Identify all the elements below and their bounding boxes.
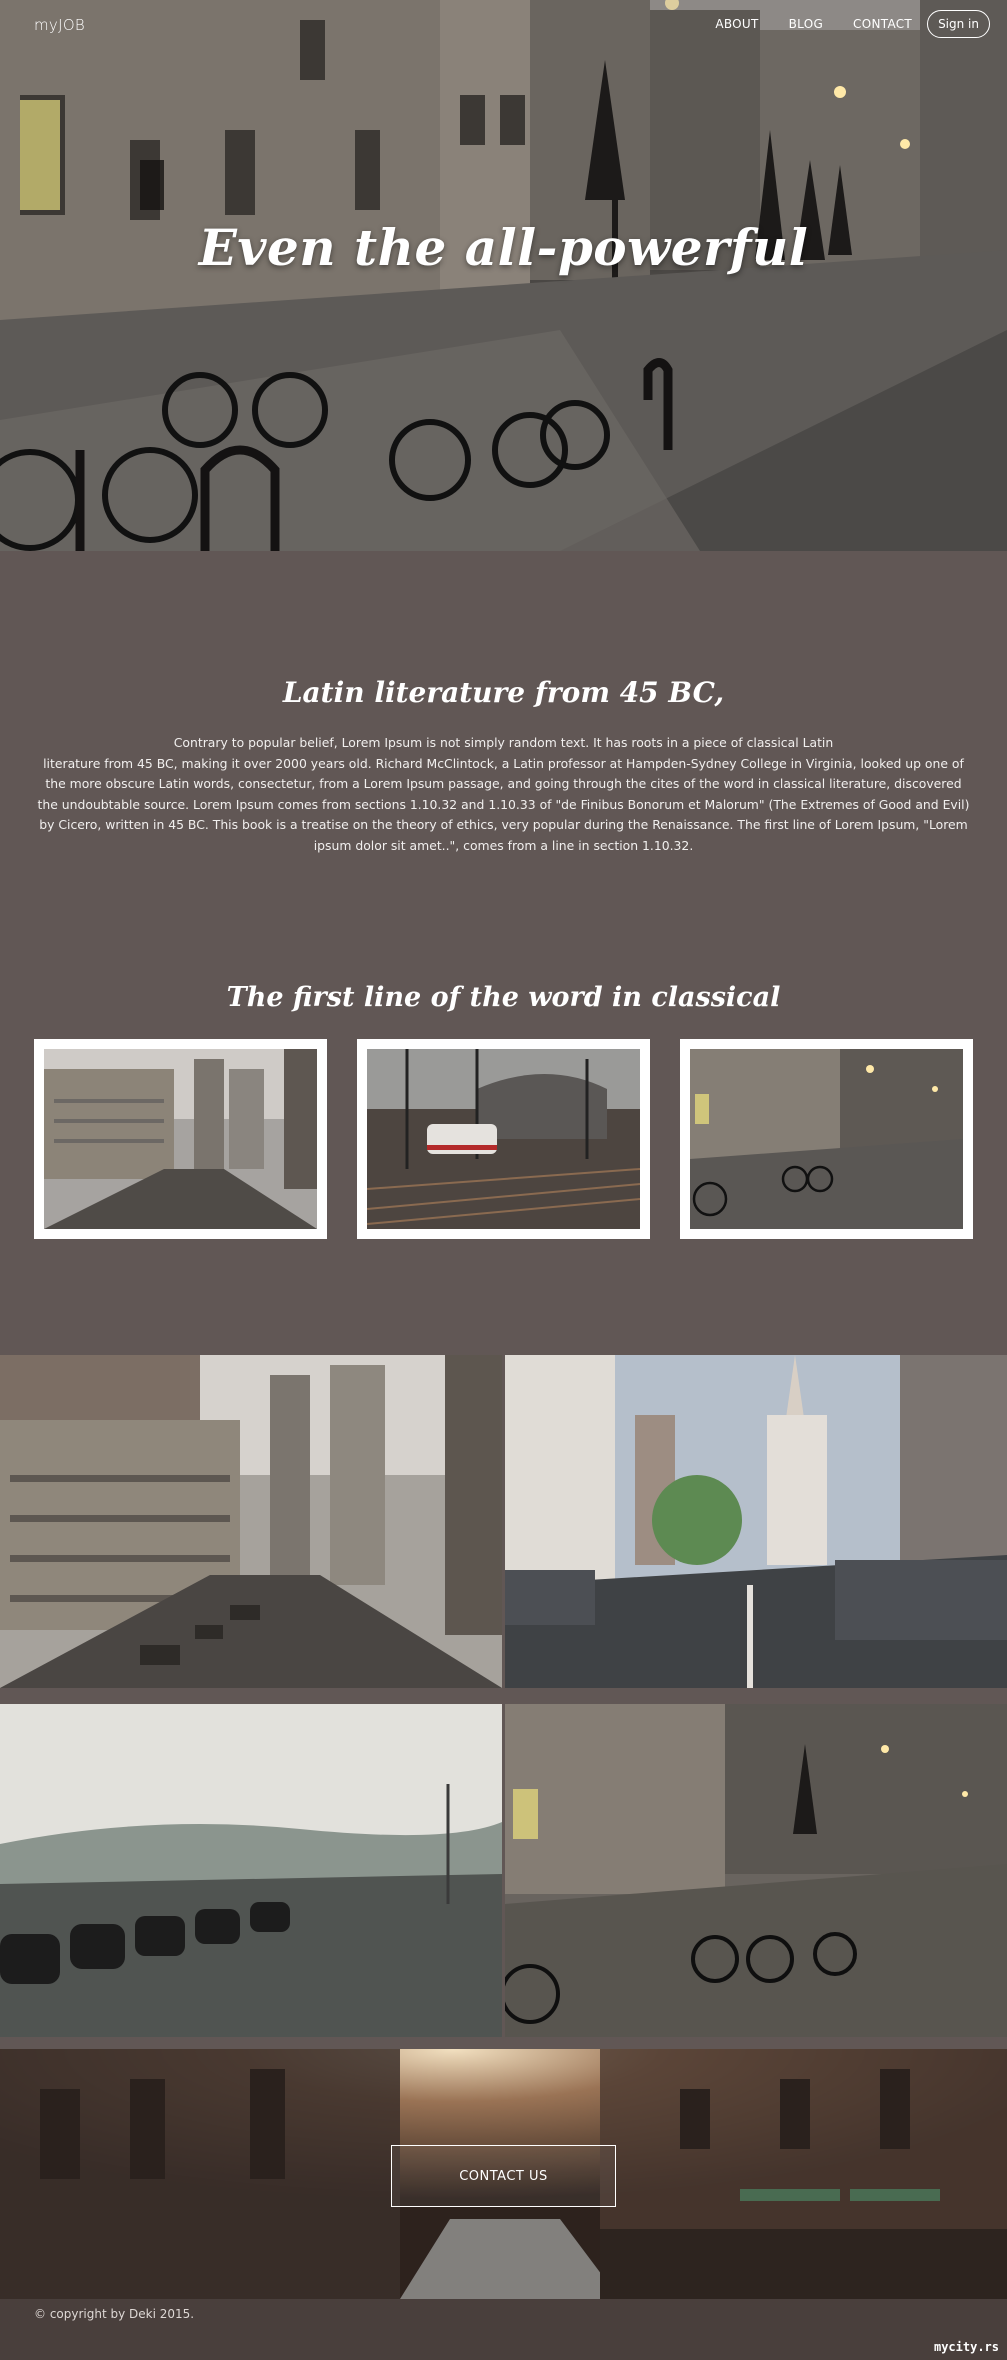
gallery-image [44,1049,317,1229]
nav-link-blog[interactable]: BLOG [788,17,824,31]
about-paragraph [30,733,977,856]
grid-image-foggy-rail [0,1704,502,2037]
nav-link-contact[interactable]: CONTACT [853,17,913,31]
grid-image-city-avenue [0,1355,502,1688]
gallery-image [690,1049,963,1229]
copyright-text: © copyright by Deki 2015. [34,2307,195,2321]
grid-image-street-tower [505,1355,1007,1688]
nav-link-about[interactable]: ABOUT [715,17,759,31]
about-line: the more obscure Latin words, consectetur, from a Lorem Ipsum passage, and going through the cites of the word in classical literature, discovered [45,776,962,791]
about-line: ipsum dolor sit amet..", comes from a line in section 1.10.32. [313,837,694,853]
sign-in-button[interactable]: Sign in [927,10,990,38]
gallery-title: The first line of the word in classical [226,982,781,1013]
brand-logo[interactable]: myJOB [34,16,86,34]
gallery-image [367,1049,640,1229]
hero-section [0,0,1007,551]
about-line: literature from 45 BC, making it over 2000 years old. Richard McClintock, a Latin professor at Hampden-Sydney College in Virginia, looked up one of [43,755,964,771]
about-line: by Cicero, written in 45 BC. This book is a treatise on the theory of ethics, very popular during the Renaissance. The first line of Lorem Ipsum, "Lorem [39,817,968,832]
top-navigation [0,0,1007,52]
gallery-thumbnail-bicycles-plaza[interactable] [680,1039,973,1239]
about-title: Latin literature from 45 BC, [282,676,725,709]
contact-us-button[interactable]: CONTACT US [391,2145,616,2207]
nav-links [685,10,990,38]
hero-title: Even the all-powerful [198,218,809,277]
about-line: the undoubtable source. Lorem Ipsum comes from sections 1.10.32 and 1.10.33 of "de Finibus Bonorum et Malorum" (The Extremes of Good and Evil) [37,796,970,812]
gallery-thumbnail-train-station[interactable] [357,1039,650,1239]
gallery-thumbnail-city-street[interactable] [34,1039,327,1239]
footer [0,2299,1007,2360]
grid-image-bicycles-square [505,1704,1007,2037]
site-watermark: mycity.rs [933,2340,999,2354]
about-line: Contrary to popular belief, Lorem Ipsum is not simply random text. It has roots in a piece of classical Latin [173,735,834,750]
